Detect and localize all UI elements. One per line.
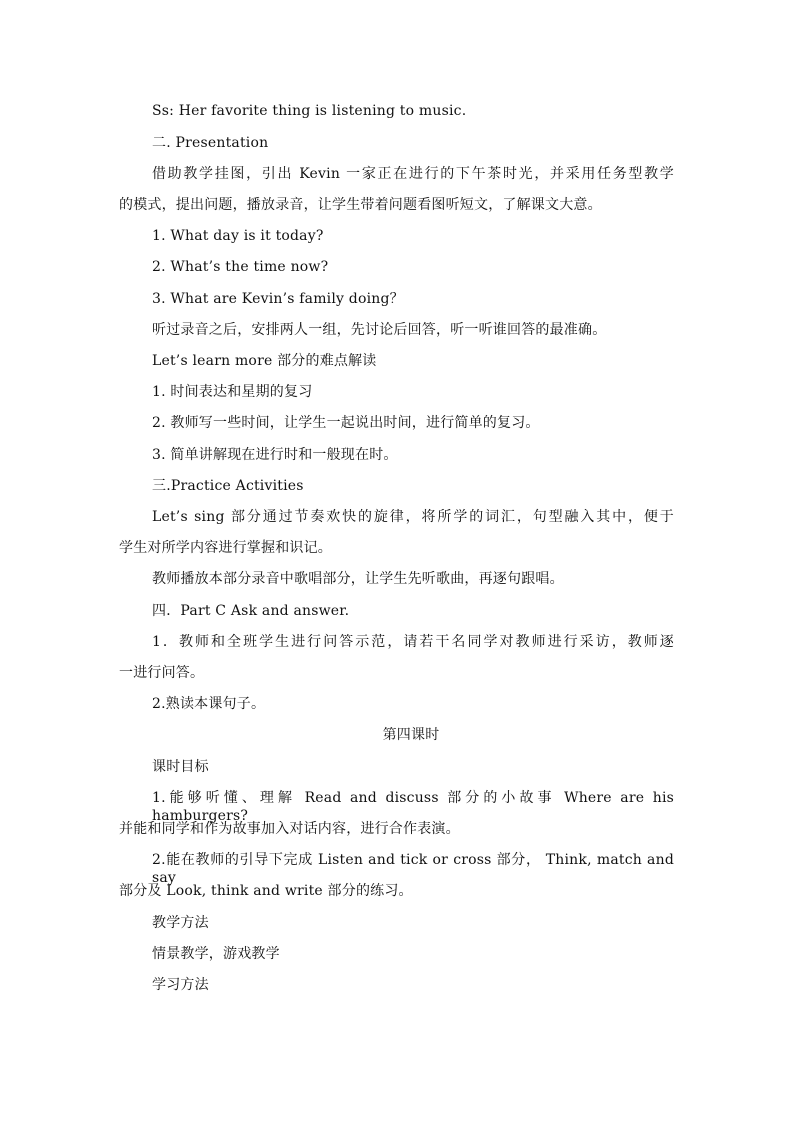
question-item: 3. What are Kevin’s family doing？ bbox=[152, 291, 404, 307]
text-line: 听过录音之后，安排两人一组，先讨论后回答，听一听谁回答的最准确。 bbox=[152, 322, 607, 338]
text-line: 学生对所学内容进行掌握和识记。 bbox=[119, 540, 332, 556]
text-line: Ss: Her favorite thing is listening to music. bbox=[152, 103, 467, 119]
section-heading-practice: 三.Practice Activities bbox=[152, 478, 304, 494]
lesson-title: 第四课时 bbox=[382, 727, 440, 743]
text-line: 1．教师和全班学生进行问答示范，请若干名同学对教师进行采访，教师逐 bbox=[152, 634, 674, 650]
list-item: 2. 教师写一些时间，让学生一起说出时间，进行简单的复习。 bbox=[152, 415, 540, 431]
subheading-objectives: 课时目标 bbox=[152, 759, 209, 775]
subheading-teaching-methods: 教学方法 bbox=[152, 915, 209, 931]
text-line: Let’s learn more 部分的难点解读 bbox=[152, 353, 377, 369]
text-line: 部分及 Look, think and write 部分的练习。 bbox=[119, 883, 413, 899]
text-line: Let’s sing 部分通过节奏欢快的旋律，将所学的词汇，句型融入其中，便于 bbox=[152, 509, 674, 525]
section-heading-part-c: 四．Part C Ask and answer. bbox=[152, 603, 350, 619]
text-line: 2.能在教师的引导下完成 Listen and tick or cross 部分， Think, match and say bbox=[152, 852, 674, 886]
text-line: 并能和同学和作为故事加入对话内容，进行合作表演。 bbox=[119, 821, 460, 837]
text-line: 2.熟读本课句子。 bbox=[152, 696, 266, 712]
text-line: 1.能够听懂、理解 Read and discuss 部分的小故事 Where are his hamburgers? bbox=[152, 790, 674, 824]
list-item: 3. 简单讲解现在进行时和一般现在时。 bbox=[152, 447, 398, 463]
list-item: 1. 时间表达和星期的复习 bbox=[152, 384, 313, 400]
text-line: 借助教学挂图，引出 Kevin 一家正在进行的下午茶时光，并采用任务型教学 bbox=[152, 166, 674, 182]
text-line: 教师播放本部分录音中歌唱部分，让学生先听歌曲，再逐句跟唱。 bbox=[152, 571, 564, 587]
question-item: 2. What’s the time now? bbox=[152, 259, 329, 275]
section-heading-presentation: 二. Presentation bbox=[152, 135, 269, 151]
text-line: 一进行问答。 bbox=[119, 665, 205, 681]
question-item: 1. What day is it today? bbox=[152, 228, 324, 244]
text-line: 的模式，提出问题，播放录音，让学生带着问题看图听短文，了解课文大意。 bbox=[119, 197, 602, 213]
text-line: 情景教学，游戏教学 bbox=[152, 946, 280, 962]
subheading-learning-methods: 学习方法 bbox=[152, 977, 209, 993]
